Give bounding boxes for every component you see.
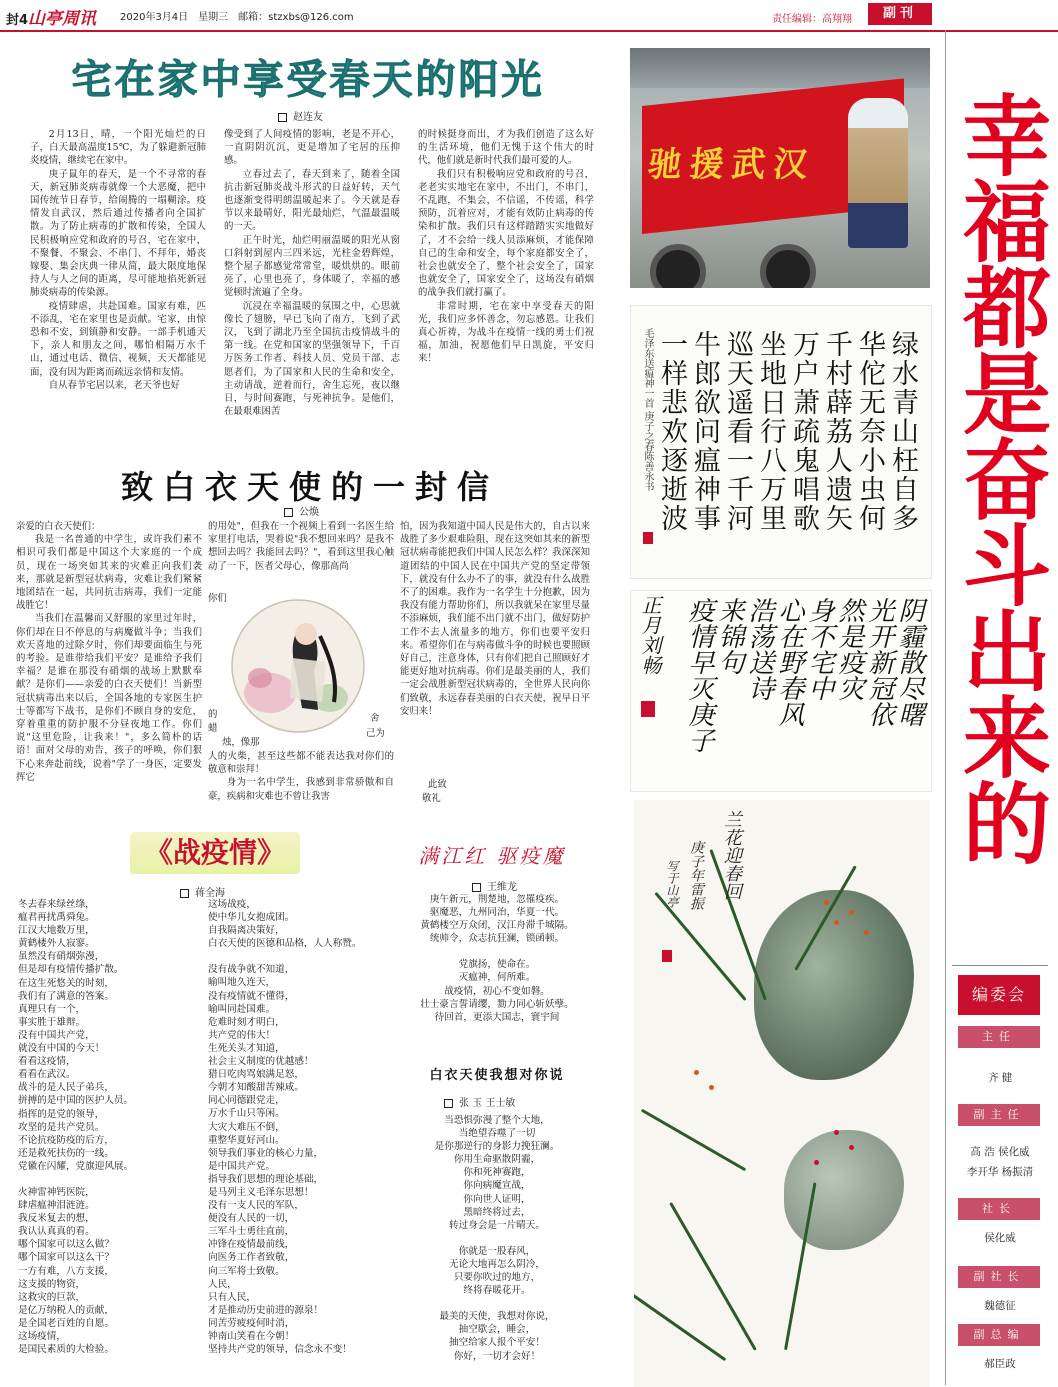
poem1-author: 蒋全海 (195, 888, 225, 899)
poem-line: 喻叫同赴国难。 (208, 1003, 276, 1015)
masthead-left (6, 4, 96, 29)
paragraph: 的时候挺身而出，才为我们创造了这么好的生活环境，他们无愧于这个伟大的时代，他们就是新时代我们最可爱的人。 (418, 129, 594, 167)
poem-line: 党旗扬，使命在。 (458, 959, 536, 971)
paragraph: 2月13日，晴，一个阳光灿烂的日子，白天最高温度15℃，为了躲避新冠肺炎疫情，继续宅在家中。 (30, 129, 206, 167)
calligraphy-column: 阴霾散尽曙 (894, 597, 924, 727)
poem-line: 壮士豪言誓请缨，勠力同心斩妖孽。 (420, 998, 574, 1010)
poem3-title: 白衣天使我想对你说 (429, 1068, 565, 1083)
paragraph: 像受到了人间疫情的影响，老是不开心，一直阴阴沉沉，更是增加了宅居的压抑感。 (224, 129, 400, 167)
committee-title: 编委会 (958, 975, 1040, 1015)
calligraphy-2-columns (685, 597, 923, 753)
stanza-gap (402, 1232, 592, 1245)
poem-line: 三军斗士勇往直前， (208, 1226, 295, 1238)
poem-line: 冬去春来绿丝绦， (18, 899, 95, 910)
poem-line: 冲锋在疫情最前线， (208, 1239, 295, 1251)
flower-dot (694, 1070, 699, 1075)
poem-line: 同心同德跟党走， (208, 1095, 285, 1107)
article2-title: 致白衣天使的一封信 (120, 468, 499, 506)
calligraphy-1-columns (656, 330, 917, 533)
article2-column-3 (400, 520, 590, 778)
flower-dot (849, 910, 854, 915)
article1-title: 宅在家中享受春天的阳光 (71, 57, 545, 103)
calligraphy-column: 千村薜荔人遗矢 (821, 330, 852, 533)
painting-inscription-1: 兰花迎春回 (721, 810, 742, 900)
poem-line: 大灾大难压不倒， (208, 1121, 285, 1133)
poem-line: 钟南山笑看在今朝！ (208, 1331, 295, 1342)
painting-inscription-2: 庚子年雷振 (688, 840, 704, 910)
poem-line: 你就是一股春风， (458, 1245, 536, 1257)
poem-line: 拼搏的是中国的医护人员。 (18, 1095, 134, 1107)
role-names (952, 1068, 1048, 1088)
page-label: 封4 (6, 13, 29, 28)
stanza-gap (402, 945, 592, 958)
paragraph: 我们只有积极响应党和政府的号召，老老实实地宅在家中，不出门，不串门，不乱跑，不集会，不信谣，不传谣，科学预防，沉着应对，才能有效防止病毒的传染和扩散。我们只有这样踏踏实实地做好了，才不会给一线人员添麻烦，才能保障自己的生命和安全，每个家庭都安全了，社会也就安全了，整个社会安全了，国家也就安全了，国家安全了，这场没有硝烟的战争我们就打赢了。 (418, 168, 594, 299)
calligraphy-column: 疫情早灭庚子 (684, 597, 714, 753)
poem-line: 这支援的物资， (18, 1278, 86, 1290)
poem-line: 党徽在闪耀，党旗迎风展。 (18, 1160, 134, 1172)
leaf-stroke (641, 1109, 746, 1172)
poem-line: 喻叫地久连天， (208, 977, 276, 989)
poem-line: 是亿万纳税人的贡献， (18, 1304, 114, 1316)
name-line: 魏德征 (984, 1300, 1016, 1312)
paragraph: 我是一名普通的中学生，或许我们素不相识可我们都是中国这个大家庭的一个成员，现在一场突如其来的灾难正向我们袭来，那就是新型冠状病毒，灾难让我们紧紧地团结在一起，共同抗击病毒，我们一定能战胜它！ (16, 534, 202, 612)
poem-line: 战斗的是人民子弟兵， (18, 1082, 114, 1094)
poem-line: 我认认真真的看。 (18, 1226, 95, 1238)
paragraph: 正午时光，灿烂明丽温暖的阳光从窗口斜射到屋内三四米远，光柱金碧辉煌，整个屋子都感觉常常堂，暖烘烘的。眼前亮了，心里也亮了，身体暖了，幸福的感觉顿时流遍了全身。 (224, 234, 400, 299)
flower-dot (709, 1085, 714, 1090)
paragraph: 当我们在温馨而又舒服的家里过年时，你们却在日不停息的与病魔做斗争；当我们欢天喜地的过除夕时，你们却要面临生与死的考验。是谁带给我们平安？是谁给予我们幸福？是谁在那没有硝烟的战场上默默奉献？是你们——亲爱的白衣天使们！当新型冠状病毒出来以后，全国各地的专家医生护士等都写下战书，是你们不顾自身的安危，穿着重重的防护服不分昼夜地工作。你们说"这里危险，让我来！"，多么简朴的话语！面对父母的劝告，孩子的呼唤，你们狠下心来奔赴前线，说着"学了一身医，定要发挥它 (16, 613, 202, 783)
poem-line: 社会主义制度的优越感！ (208, 1056, 314, 1068)
article2-column-2b (208, 750, 394, 826)
role-names (952, 1228, 1048, 1248)
calligraphy-column: 然是疫灾 (834, 597, 864, 701)
paragraph: 沉浸在幸福温暖的氛围之中，心思就像长了翅膀，早已飞向了南方，飞到了武汉，飞到了湖北乃至全国抗击疫情战斗的第一线。在党和国家的坚强领导下，千百万医务工作者、科技人员、党员干部、志愿者们，为了国家和人民的生命和安全，主动请战，逆着而行，舍生忘死，夜以继日，与时间赛跑，与死神抗争。是他们，在最艰难困苦 (224, 300, 400, 418)
calligraphy-column: 牛郎欲问瘟神事 (689, 330, 720, 533)
poem-line: 你用生命驱散阴霾， (453, 1154, 541, 1166)
article1-byline (278, 108, 323, 123)
poem-line: 领导我们事业的核心力量， (208, 1147, 324, 1159)
seal-icon (662, 950, 672, 962)
poem1-column-2 (208, 898, 398, 1356)
poem-line: 还是救死扶伤的一线。 (18, 1147, 114, 1159)
flower-dot (824, 900, 829, 905)
poem-line: 便没有人民的一切， (208, 1213, 295, 1225)
calligraphy-column: 浩荡送诗 (744, 597, 774, 701)
calligraphy-column: 身不宅中 (804, 597, 834, 701)
role-names (952, 1354, 1048, 1374)
poem-line: 攻坚的是共产党员。 (18, 1121, 105, 1133)
poem-line: 在这生死悠关的时刻， (18, 977, 114, 989)
paragraph: 身为一名中学生，我感到非常骄傲和自豪，疾病和灾难也不曾让我害 (208, 777, 394, 802)
poem-line: 这救灾的巨款， (18, 1291, 86, 1303)
poem-line: 我们有了满意的答案。 (18, 990, 114, 1002)
poem3-body (402, 1114, 592, 1363)
article2-fragment: 烛，像那 (222, 737, 260, 748)
poem-line: 只有人民， (208, 1291, 256, 1303)
byline-square-icon (180, 889, 189, 898)
calligraphy-1 (630, 305, 932, 579)
poem-line: 黄鹤楼空万众闭，汉江舟滞千城隔。 (420, 920, 574, 932)
name-line: 高 浩 侯化威 (970, 1146, 1030, 1158)
section-badge: 副刊 (868, 3, 932, 25)
poem-line: 你和死神赛跑， (463, 1167, 531, 1179)
name-line: 齐 健 (987, 1072, 1013, 1084)
article2-fragment: 舍 (370, 713, 380, 724)
sidebar-divider (952, 965, 1048, 966)
poem3-author: 张 玉 王士敏 (459, 1098, 516, 1109)
poem-line: 事实胜于雄辩。 (18, 1016, 86, 1028)
poem-line: 待回首，更添大国志，寰宇间 (434, 1011, 560, 1023)
calligraphy-column: 一样悲欢逐逝波 (656, 330, 687, 533)
poem1-title: 《战疫情》 (130, 832, 300, 874)
byline-square-icon (472, 883, 481, 892)
stanza-gap (18, 1173, 196, 1186)
poem-line: 看看在武汉。 (18, 1069, 76, 1081)
poem-line: 是马列主义毛泽东思想！ (208, 1186, 314, 1198)
role-label: 副社长 (958, 1266, 1040, 1288)
poem3-byline (444, 1094, 515, 1109)
article1-column-3 (418, 128, 594, 448)
calligraphy-column: 绿水青山枉自多 (887, 330, 918, 533)
poem-line: 你好，一切才会好！ (453, 1350, 541, 1362)
role-label: 副主任 (958, 1104, 1040, 1126)
rock-shape (784, 1130, 904, 1250)
stanza-gap (208, 950, 398, 963)
poem-line: 江汉大地数万里， (18, 925, 95, 937)
closing-1: 此致 (428, 779, 447, 790)
poem-line: 我反米复去的想， (18, 1213, 95, 1225)
calligraphy-column: 万户萧疏鬼唱歌 (788, 330, 819, 533)
article1-column-1 (30, 128, 206, 448)
poem-line: 终将春暖花开。 (463, 1285, 531, 1297)
poem2-body (402, 893, 592, 1024)
article2-fragment: 己为 (366, 728, 385, 739)
poem-line: 向医务工作者致敬， (208, 1252, 295, 1264)
calligraphy-column: 华佗无奈小虫何 (854, 330, 885, 533)
calligraphy-column: 来锦句 (714, 597, 744, 675)
seal-icon (643, 532, 653, 544)
poem-line: 同苦劳疲疫何时消， (208, 1317, 295, 1329)
poem-line: 是国民素质的大检验。 (18, 1344, 114, 1356)
seal-icon (641, 701, 655, 717)
article2-author: 公焕 (299, 507, 319, 518)
paragraph: 疫情肆虐，共赴国难。国家有难，匹不添乱，宅在家里也是贡献。宅家，由惊恐和不安，到镇静和安静。一部手机通天下，亲人和朋友之间，哪怕相隔万水千山，通过电话、微信、视频，天天都能见面，没有因为距离而疏远亲情和友情。 (30, 300, 206, 378)
poem-line: 肆虐瘟神泪涟涟。 (18, 1200, 95, 1212)
editor-line: 责任编辑：高翔翔 (772, 14, 852, 25)
article2-fragment: 的 (208, 709, 218, 720)
name-line: 侯化威 (984, 1232, 1016, 1244)
rock-shape (754, 890, 914, 1080)
poem-line: 哪个国家可以这么做？ (18, 1239, 114, 1251)
poem-line: 指导我们思想的理论基础， (208, 1173, 324, 1185)
orchid-painting (634, 800, 930, 1387)
paragraph: 立春过去了，春天到来了，随着全国抗击新冠肺炎战斗形式的日益好转，天气也逐渐变得明朗温暖起来了。今天就是春节以来最晴好，阳光最灿烂，气温最温暖的一天。 (224, 168, 400, 233)
paragraph: 怕，因为我知道中国人民是伟大的，自古以来战胜了多少艰难险阻，现在这突如其来的新型冠状病毒能把我们中国人民怎么样？我深深知道团结的中国人民在中国共产党的坚定带领下，就没有什么办不了的事，就没有什么战胜不了的困难。我作为一名学生十分抱歉，因为我没有能力帮助你们，所以我就呆在家里尽量不添麻烦，我们能不出门就不出门，做好防护工作不去人流量多的地方，你们也要平安归来。希望你们在与病毒做斗争的时候也要照顾好自己，注意身体，只有你们把自己照顾好才能更好地对抗病毒。你们是最美丽的人，我们一定会战胜新型冠状病毒的，全世界人民向你们致敬，永远春春美丽的白衣天使，祝早日平安归来！ (400, 521, 590, 717)
poem-line: 抽空歇会，睡会， (458, 1324, 536, 1336)
calligraphy-2-signature: 正月刘畅 (638, 595, 662, 675)
paper-name: 山亭周讯 (28, 9, 97, 29)
poem-line: 向三军将士致敬。 (208, 1265, 285, 1277)
poem-line: 没有战争就不知道， (208, 964, 295, 976)
calligraphy-column: 坐地日行八万里 (755, 330, 786, 533)
poem-line: 是你那逆行的身影力挽狂澜。 (434, 1141, 560, 1153)
name-line: 李开华 杨振清 (966, 1166, 1034, 1178)
closing-2: 敬礼 (422, 793, 441, 804)
flower-dot (834, 1130, 839, 1135)
article1-author: 赵连友 (293, 112, 323, 123)
poem-line: 虽然没有硝烟弥漫， (18, 951, 105, 963)
poem-line: 危难时刻才明白， (208, 1016, 285, 1028)
calligraphy-1-signature: 毛泽东送瘟神一首 庚子之春陈善永书 (642, 328, 653, 492)
poem-line: 重整华夏好河山。 (208, 1134, 285, 1146)
poem-line: 火神雷神钙医院， (18, 1186, 95, 1198)
leaf-stroke (634, 1278, 726, 1361)
poem-line: 没有疫情就不懂得， (208, 990, 295, 1002)
poem-line: 当恐惧弥漫了整个大地， (444, 1115, 550, 1126)
plate-painting-icon (230, 598, 366, 734)
poem-line: 黄鹤楼外人寂寥。 (18, 938, 95, 950)
poem-line: 瘟君再扰禹舜兔。 (18, 912, 95, 924)
poem-line: 统帅令，众志抗狂澜，锁函顿。 (429, 933, 565, 945)
calligraphy-column: 光开新冠依 (864, 597, 894, 727)
role-label: 主任 (958, 1026, 1040, 1048)
worker-figure (848, 98, 908, 248)
poem-line: 最美的天使，我想对你说， (439, 1311, 555, 1323)
poem1-column-1 (18, 898, 196, 1356)
paragraph: 的用处"，但我在一个视频上看到一名医生给家里打电话，哭着说"我不想回来吗？是我不想回去吗？我能回去吗？"，看到这里我心触动了一下，医者父母心，像那高尚 (208, 521, 394, 572)
article2-fragment: 你们 (208, 593, 227, 604)
wheel-icon (760, 244, 816, 288)
poem-line: 无论大地再怎么阴冷， (449, 1258, 545, 1270)
article2-column-1 (16, 520, 202, 824)
painting-inscription-3: 写于山亭 (665, 860, 679, 908)
calligraphy-column: 心在野春风 (774, 597, 804, 727)
flower-dot (834, 920, 839, 925)
poem2-author: 王维龙 (487, 882, 517, 893)
article2-fragment: 蜡 (208, 723, 218, 734)
flower-dot (849, 1145, 854, 1150)
role-names (952, 1296, 1048, 1316)
poem-line: 驱魔恶，九州同治，华夏一代。 (429, 907, 565, 919)
poem-line: 使中华儿女抱成团。 (208, 912, 295, 924)
poem-line: 是全国老百姓的自愿。 (18, 1317, 114, 1329)
poem-line: 庚午新元，荆楚地，忽罹疫疾。 (429, 894, 565, 905)
poem-line: 你向世人证明， (463, 1193, 531, 1205)
poem-line: 白衣天使的医德和品格，人人称赞。 (208, 938, 362, 950)
poem-line: 共产党的伟大！ (208, 1029, 276, 1041)
poem2-title: 满江红 驱疫魔 (418, 844, 566, 868)
paragraph: 人的火柴，甚至这些都不能表达我对你们的敬意和崇拜！ (208, 751, 394, 776)
photo-banner (630, 48, 930, 288)
calligraphy-column: 巡天遥看一千河 (722, 330, 753, 533)
poem-line: 转过身会是一片晴天。 (449, 1219, 545, 1231)
poem-line: 战疫情，初心不变如磐。 (444, 985, 550, 997)
poem-line: 自我隔离决策好， (208, 925, 285, 937)
flower-dot (864, 930, 869, 935)
poem-line: 没有中国共产党， (18, 1029, 95, 1041)
poem-line: 真理只有一个， (18, 1003, 86, 1015)
calligraphy-2 (630, 590, 932, 792)
poem-line: 不论抗疫防疫的后方， (18, 1134, 114, 1146)
poem-line: 坚持共产党的领导，信念永不变！ (208, 1344, 352, 1356)
paragraph: 庚子鼠年的春天，是一个不寻常的春天，新冠肺炎病毒就像一个大恶魔，把中国传统节日春节，给闹腾的一塌糊涂。疫情发自武汉，然后通过传播者向全国扩散。为了防止病毒的扩散和传染，全国人民积极响应党和政府的号召，宅在家中，不聚餐、不聚会、不串门、不拜年，婚丧嫁娶、集会庆典一律从简，最大限度地保持人与人之间的距离，尽可能地掐死新冠肺炎病毒的传染源。 (30, 168, 206, 299)
byline-square-icon (284, 508, 293, 517)
poem-line: 没有一支人民的军队， (208, 1200, 304, 1212)
poem-line: 是中国共产党。 (208, 1160, 276, 1172)
poem-line: 哪个国家可以这么干？ (18, 1252, 114, 1264)
poem-line: 当绝望吞噬了一切 (458, 1128, 536, 1140)
poem-line: 今朝才知酸甜苦辣咸。 (208, 1082, 304, 1094)
poem-line: 这场疫情， (18, 1331, 66, 1342)
name-line: 郝臣政 (984, 1358, 1016, 1370)
poem-line: 只要你吹过的地方， (453, 1272, 541, 1284)
article2-column-2a (208, 520, 394, 582)
date-line: 2020年3月4日 星期三 邮箱：stzxbs@126.com (120, 12, 354, 23)
poem-line: 猎日吃肉骂娘满足怒， (208, 1069, 304, 1081)
poem-line: 黑暗终将过去， (463, 1206, 531, 1218)
poem2-byline (472, 878, 517, 893)
poem-line: 看看这疫情， (18, 1056, 76, 1068)
poem-line: 万水千山只等闲。 (208, 1108, 285, 1120)
article1-column-2 (224, 128, 400, 448)
poem-line: 才是推动历史前进的源泉！ (208, 1304, 324, 1316)
poem-line: 一方有难，八方支援， (18, 1265, 114, 1277)
poem-line: 人民， (208, 1278, 237, 1290)
paragraph: 亲爱的白衣天使们： (16, 521, 101, 532)
sidebar-slogan: 幸福都是奋斗出来的 (949, 90, 1052, 864)
role-names (952, 1142, 1048, 1182)
article2-byline (284, 503, 319, 518)
poem-line: 灭瘟神，何所难。 (458, 972, 536, 984)
poem-line: 但是却有疫情传播扩散。 (18, 964, 124, 976)
role-label: 副总编 (958, 1324, 1040, 1346)
poem-line: 指挥的是党的领导， (18, 1108, 105, 1120)
paragraph: 自从春节宅居以来，老天爷也好 (48, 379, 181, 391)
poem-line: 就没有中国的今天！ (18, 1043, 105, 1055)
role-label: 社长 (958, 1198, 1040, 1220)
stanza-gap (402, 1297, 592, 1310)
poem1-byline (180, 884, 225, 899)
poem-line: 你向病魔宣战， (463, 1180, 531, 1192)
poem-line: 抽空给家人报个平安！ (449, 1337, 545, 1349)
byline-square-icon (444, 1099, 453, 1108)
banner-text: 驰援武汉 (645, 144, 818, 186)
poem-line: 这场战疫， (208, 899, 256, 910)
byline-square-icon (278, 113, 287, 122)
flower-dot (814, 1160, 819, 1165)
poem-line: 生死关头才知道， (208, 1042, 285, 1054)
wheel-icon (650, 244, 706, 288)
paragraph: 非常时期，宅在家中享受春天的阳光，我们应多怀善念，勿忘感恩。让我们真心祈祷，为战斗在疫情一线的勇士们祝福，加油，祝愿他们早日凯旋，平安归来！ (418, 300, 594, 365)
